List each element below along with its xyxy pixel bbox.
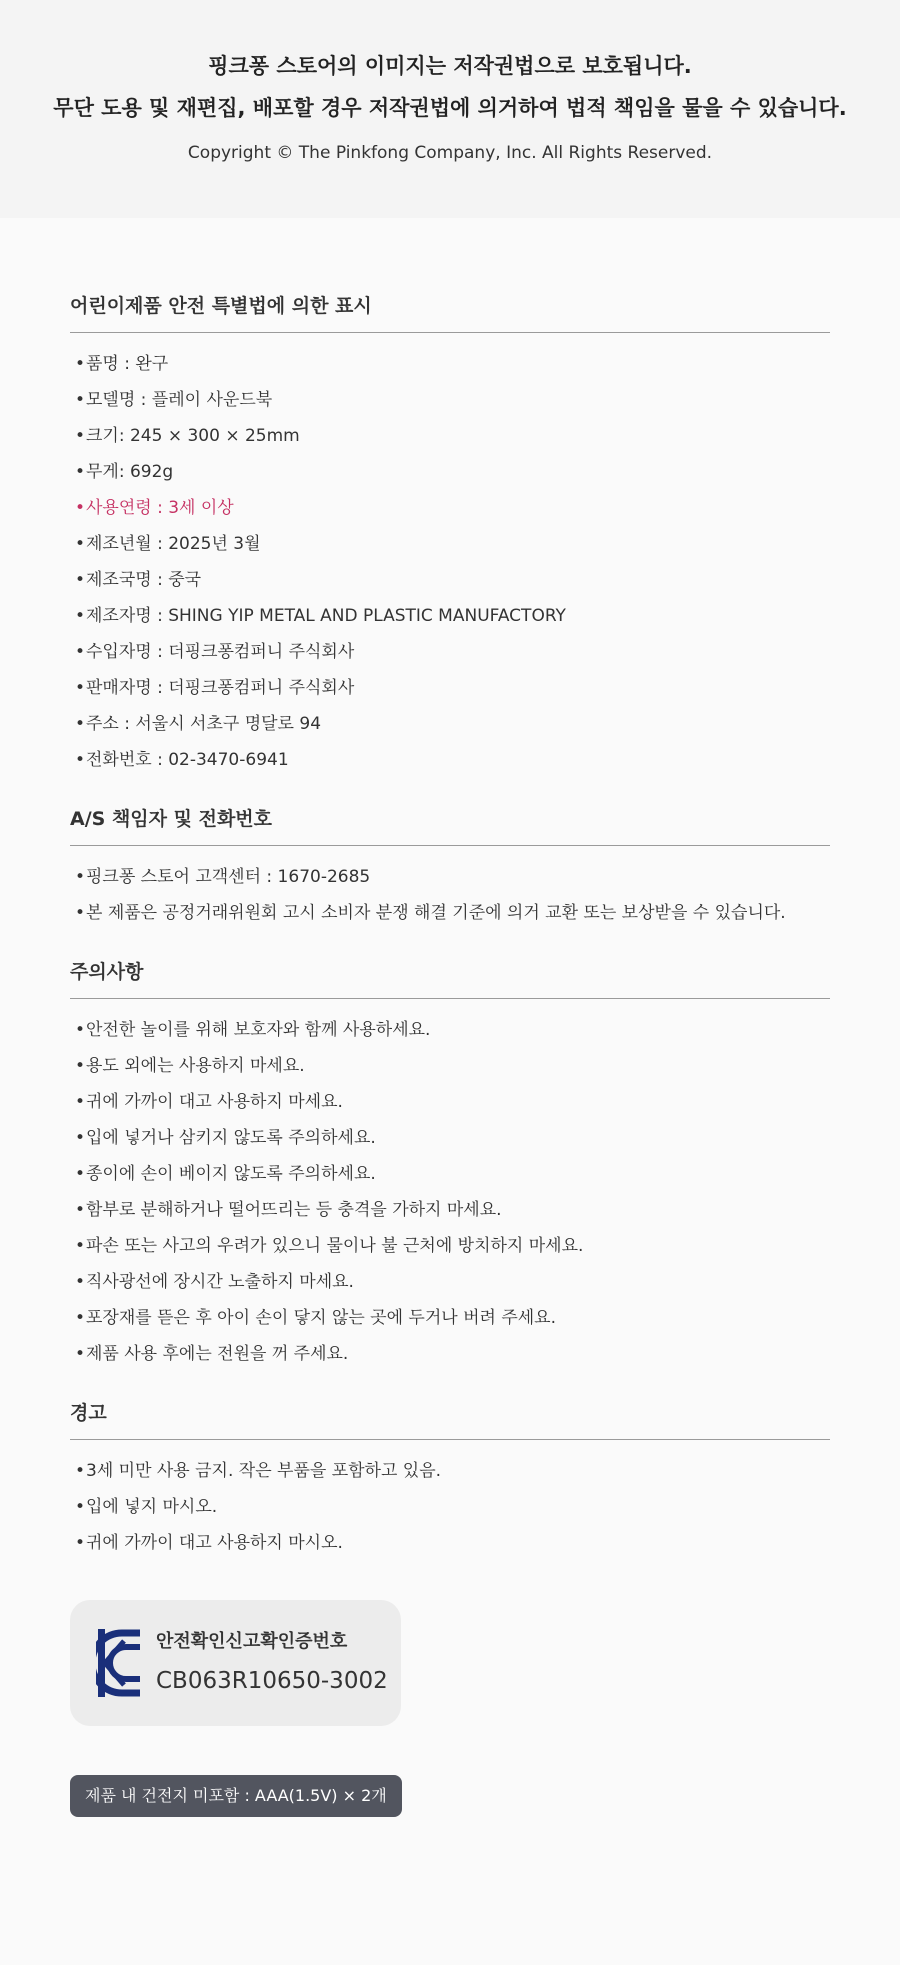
list-item: •포장재를 뜯은 후 아이 손이 닿지 않는 곳에 두거나 버려 주세요. xyxy=(75,1308,556,1328)
list-item: •모델명 : 플레이 사운드북 xyxy=(75,390,273,410)
battery-note-wrap xyxy=(70,1775,830,1817)
section-title: 주의사항 xyxy=(70,957,830,999)
list-item-age-highlight: •사용연령 : 3세 이상 xyxy=(75,498,234,518)
info-list xyxy=(70,333,830,778)
notice-line-1: 핑크퐁 스토어의 이미지는 저작권법으로 보호됩니다. xyxy=(208,54,692,78)
list-item: •판매자명 : 더핑크퐁컴퍼니 주식회사 xyxy=(75,678,355,698)
list-item: •제조년월 : 2025년 3월 xyxy=(75,534,261,554)
list-item: •용도 외에는 사용하지 마세요. xyxy=(75,1056,305,1076)
list-item: •무게: 692g xyxy=(75,462,174,482)
notice-line-2: 무단 도용 및 재편집, 배포할 경우 저작권법에 의거하여 법적 책임을 물을 수 있습니다. xyxy=(53,96,847,120)
list-item: •입에 넣지 마시오. xyxy=(75,1497,218,1517)
list-item: •크기: 245 × 300 × 25mm xyxy=(75,426,300,446)
section-title: 어린이제품 안전 특별법에 의한 표시 xyxy=(70,291,830,333)
list-item: •직사광선에 장시간 노출하지 마세요. xyxy=(75,1272,354,1292)
list-item: •제조자명 : SHING YIP METAL AND PLASTIC MANUFACTORY xyxy=(75,606,566,626)
kc-mark-icon xyxy=(96,1627,144,1699)
section-title: A/S 책임자 및 전화번호 xyxy=(70,804,830,846)
info-list xyxy=(70,999,830,1372)
list-item: •파손 또는 사고의 우려가 있으니 물이나 불 근처에 방치하지 마세요. xyxy=(75,1236,584,1256)
section-child-safety xyxy=(70,291,830,778)
kc-text xyxy=(156,1628,388,1698)
kc-certification-box xyxy=(70,1600,401,1726)
battery-note-badge: 제품 내 건전지 미포함 : AAA(1.5V) × 2개 xyxy=(70,1775,402,1817)
product-info xyxy=(0,291,900,1817)
list-item: •주소 : 서울시 서초구 명달로 94 xyxy=(75,714,322,734)
list-item: •귀에 가까이 대고 사용하지 마시오. xyxy=(75,1533,343,1553)
list-item: •귀에 가까이 대고 사용하지 마세요. xyxy=(75,1092,343,1112)
list-item: •입에 넣거나 삼키지 않도록 주의하세요. xyxy=(75,1128,376,1148)
list-item: •안전한 놀이를 위해 보호자와 함께 사용하세요. xyxy=(75,1020,431,1040)
section-warning xyxy=(70,1398,830,1561)
section-title: 경고 xyxy=(70,1398,830,1440)
copyright-notice xyxy=(0,0,900,218)
list-item: •품명 : 완구 xyxy=(75,354,169,374)
section-precautions xyxy=(70,957,830,1372)
list-item: •3세 미만 사용 금지. 작은 부품을 포함하고 있음. xyxy=(75,1461,442,1481)
list-item: •제조국명 : 중국 xyxy=(75,570,202,590)
info-list xyxy=(70,846,830,931)
copyright-text: Copyright © The Pinkfong Company, Inc. All Rights Reserved. xyxy=(187,143,713,163)
info-list xyxy=(70,1440,830,1561)
kc-number: CB063R10650-3002 xyxy=(156,1668,388,1694)
list-item: •수입자명 : 더핑크퐁컴퍼니 주식회사 xyxy=(75,642,355,662)
section-after-service xyxy=(70,804,830,931)
kc-label: 안전확인신고확인증번호 xyxy=(156,1631,348,1652)
list-item: •본 제품은 공정거래위원회 고시 소비자 분쟁 해결 기준에 의거 교환 또는 보상받을 수 있습니다. xyxy=(75,903,786,923)
list-item: •핑크퐁 스토어 고객센터 : 1670-2685 xyxy=(75,867,371,887)
list-item: •종이에 손이 베이지 않도록 주의하세요. xyxy=(75,1164,376,1184)
list-item: •전화번호 : 02-3470-6941 xyxy=(75,750,289,770)
list-item: •함부로 분해하거나 떨어뜨리는 등 충격을 가하지 마세요. xyxy=(75,1200,502,1220)
list-item: •제품 사용 후에는 전원을 꺼 주세요. xyxy=(75,1344,349,1364)
